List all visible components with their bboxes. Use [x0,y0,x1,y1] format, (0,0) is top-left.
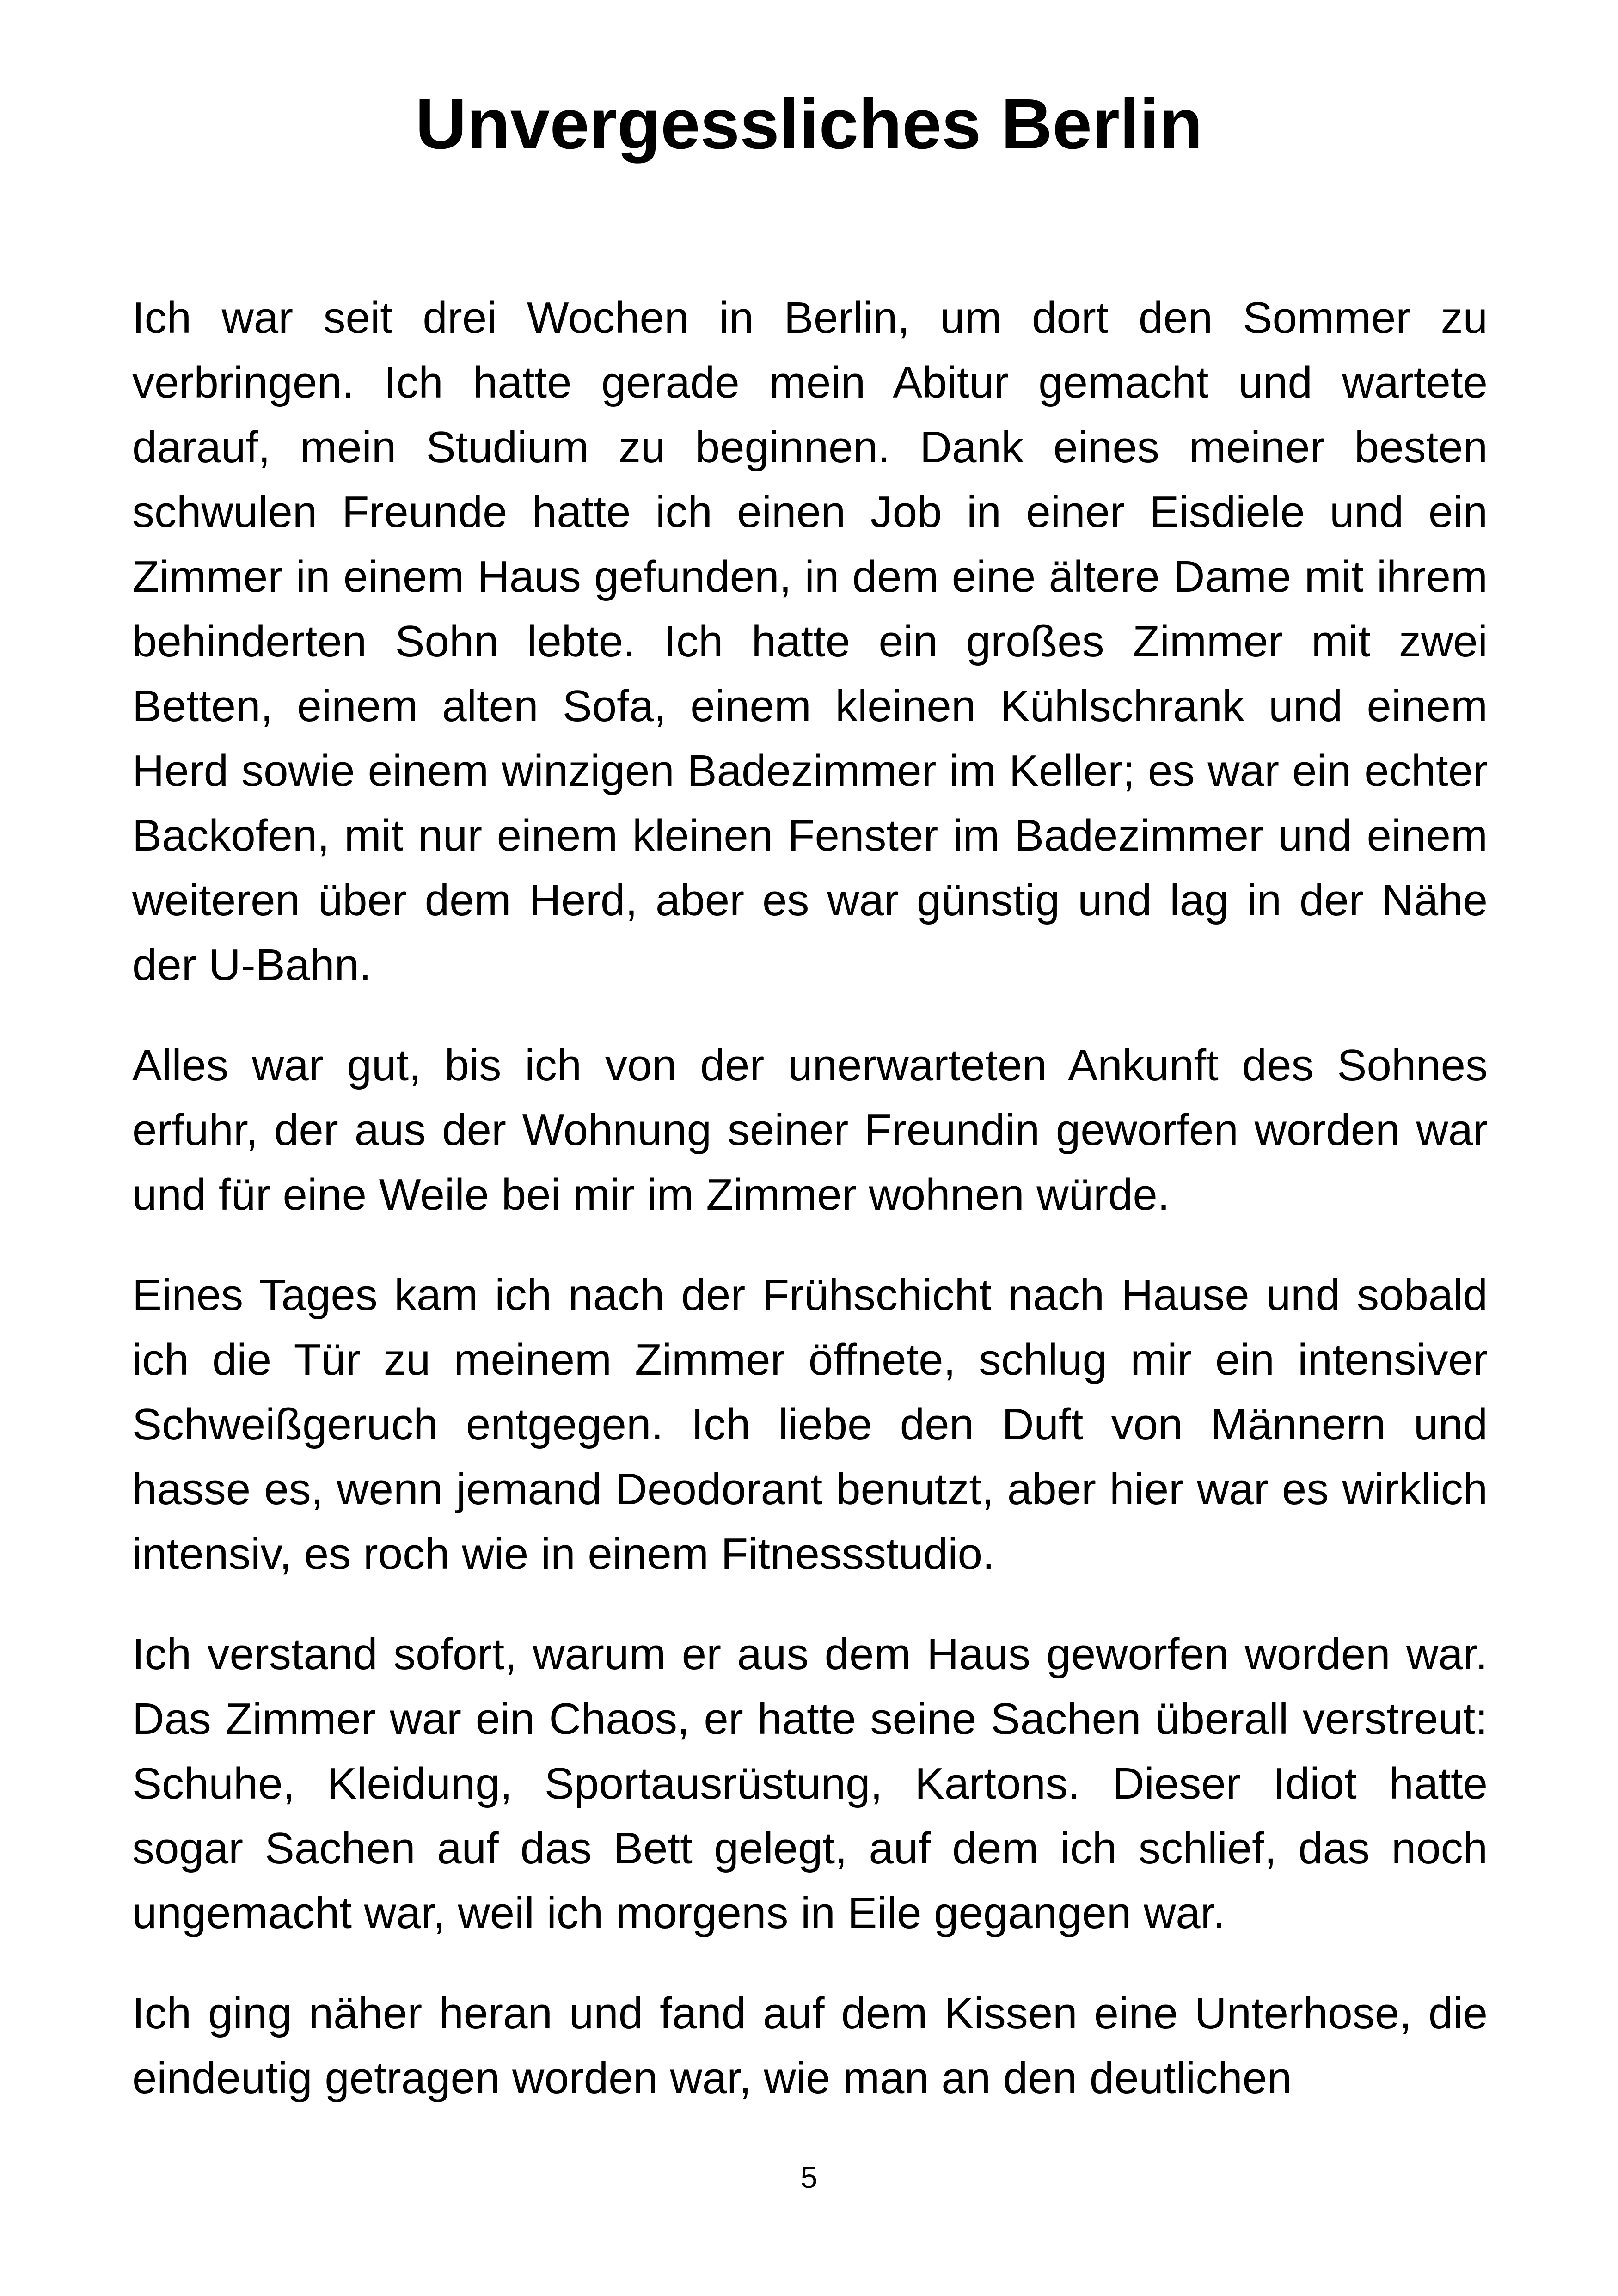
page-number: 5 [800,2160,818,2194]
paragraph-2: Alles war gut, bis ich von der unerwarteten Ankunft des Sohnes erfuhr, der aus der Wohnung seiner Freundin geworfen worden war und für eine Weile bei mir im Zimmer wohnen würde. [132,1041,1488,1219]
body-text [132,286,1488,2111]
paragraph-4: Ich verstand sofort, warum er aus dem Haus geworfen worden war. Das Zimmer war ein Chaos, er hatte seine Sachen überall verstreut: Schuhe, Kleidung, Sportausrüstung, Kartons. Dieser Idiot hatte sogar Sachen auf das Bett gelegt, auf dem ich schlief, das noch ungemacht war, weil ich morgens in Eile gegangen war. [132,1629,1488,1938]
paragraph-3: Eines Tages kam ich nach der Frühschicht nach Hause und sobald ich die Tür zu meinem Zimmer öffnete, schlug mir ein intensiver Schweißgeruch entgegen. Ich liebe den Duft von Männern und hasse es, wenn jemand Deodorant benutzt, aber hier war es wirklich intensiv, es roch wie in einem Fitnessstudio. [132,1270,1488,1579]
page-title: Unvergessliches Berlin [415,84,1203,164]
paragraph-1: Ich war seit drei Wochen in Berlin, um dort den Sommer zu verbringen. Ich hatte gerade mein Abitur gemacht und wartete darauf, mein Studium zu beginnen. Dank eines meiner besten schwulen Freunde hatte ich einen Job in einer Eisdiele und ein Zimmer in einem Haus gefunden, in dem eine ältere Dame mit ihrem behinderten Sohn lebte. Ich hatte ein großes Zimmer mit zwei Betten, einem alten Sofa, einem kleinen Kühlschrank und einem Herd sowie einem winzigen Badezimmer im Keller; es war ein echter Backofen, mit nur einem kleinen Fenster im Badezimmer und einem weiteren über dem Herd, aber es war günstig und lag in der Nähe der U-Bahn. [132,293,1488,990]
paragraph-5: Ich ging näher heran und fand auf dem Kissen eine Unterhose, die eindeutig getragen worden war, wie man an den deutlichen [132,1989,1488,2103]
